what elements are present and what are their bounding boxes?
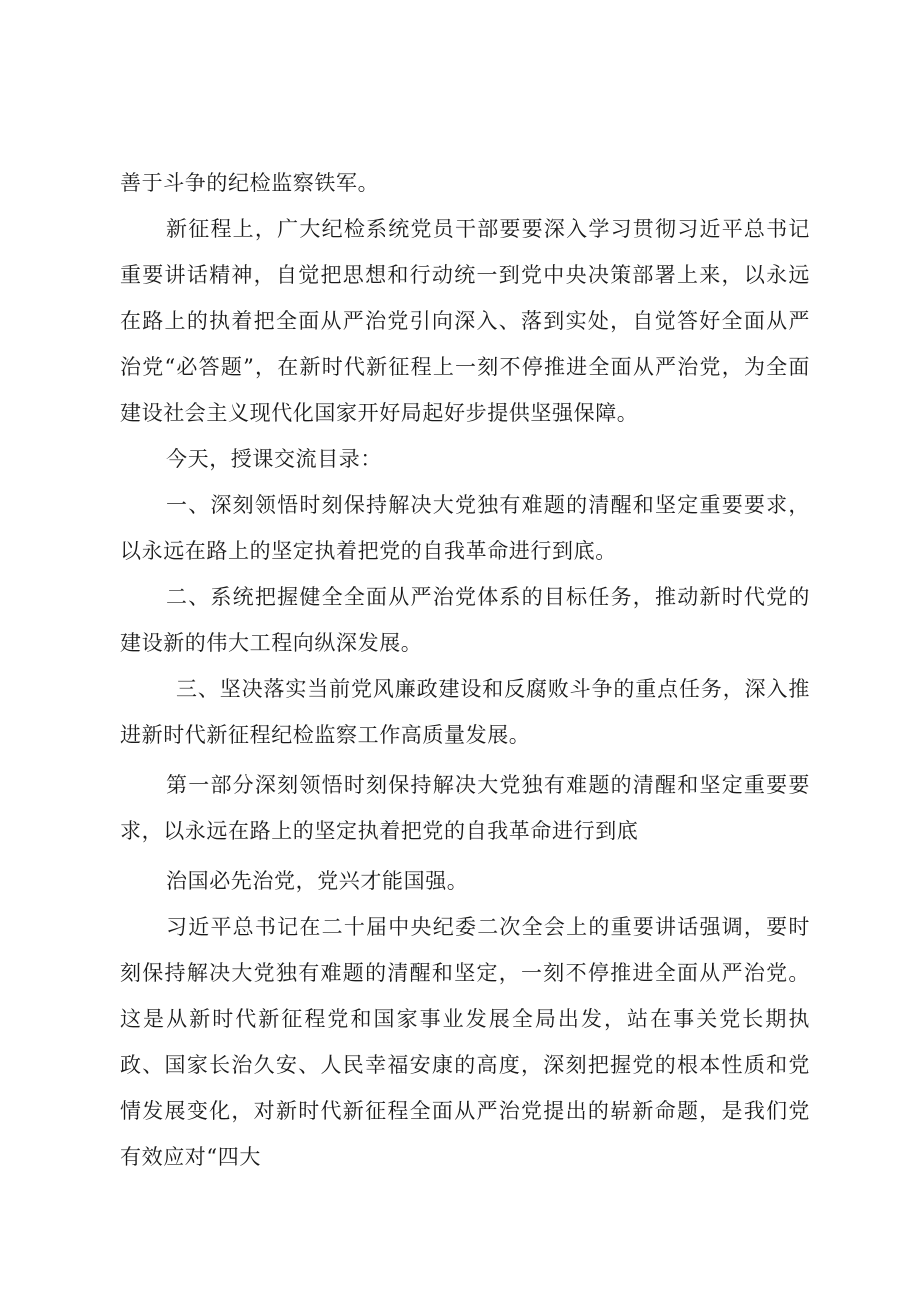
toc-item-3: 三、坚决落实当前党风廉政建设和反腐败斗争的重点任务，深入推进新时代新征程纪检监察工作高质量发展。 — [120, 677, 810, 747]
toc-item-1: 一、深刻领悟时刻保持解决大党独有难题的清醒和坚定重要要求，以永远在路上的坚定执着把党的自我革命进行到底。 — [120, 493, 810, 563]
toc-item-2: 二、系统把握健全全面从严治党体系的目标任务，推动新时代党的建设新的伟大工程向纵深发展。 — [120, 585, 810, 655]
paragraph-toc-intro: 今天，授课交流目录： — [166, 447, 382, 471]
paragraph-xi-speech: 习近平总书记在二十届中央纪委二次全会上的重要讲话强调，要时刻保持解决大党独有难题的清醒和坚定，一刻不停推进全面从严治党。这是从新时代新征程党和国家事业发展全局出发，站在事关党长期执政、国家长治久安、人民幸福安康的高度，深刻把握党的根本性质和党情发展变化，对新时代新征程全面从严治党提出的崭新命题，是我们党有效应对“四大 — [120, 915, 810, 1169]
paragraph-continuation: 善于斗争的纪检监察铁军。 — [120, 171, 380, 195]
section-heading-part-one: 第一部分深刻领悟时刻保持解决大党独有难题的清醒和坚定重要要求，以永远在路上的坚定执着把党的自我革命进行到底 — [120, 773, 810, 843]
paragraph-new-journey: 新征程上，广大纪检系统党员干部要要深入学习贯彻习近平总书记重要讲话精神，自觉把思想和行动统一到党中央决策部署上来，以永远在路上的执着把全面从严治党引向深入、落到实处，自觉答好全面从严治党“必答题”，在新时代新征程上一刻不停推进全面从严治党，为全面建设社会主义现代化国家开好局起好步提供坚强保障。 — [120, 217, 810, 425]
paragraph-govern-party: 治国必先治党，党兴才能国强。 — [166, 869, 469, 893]
